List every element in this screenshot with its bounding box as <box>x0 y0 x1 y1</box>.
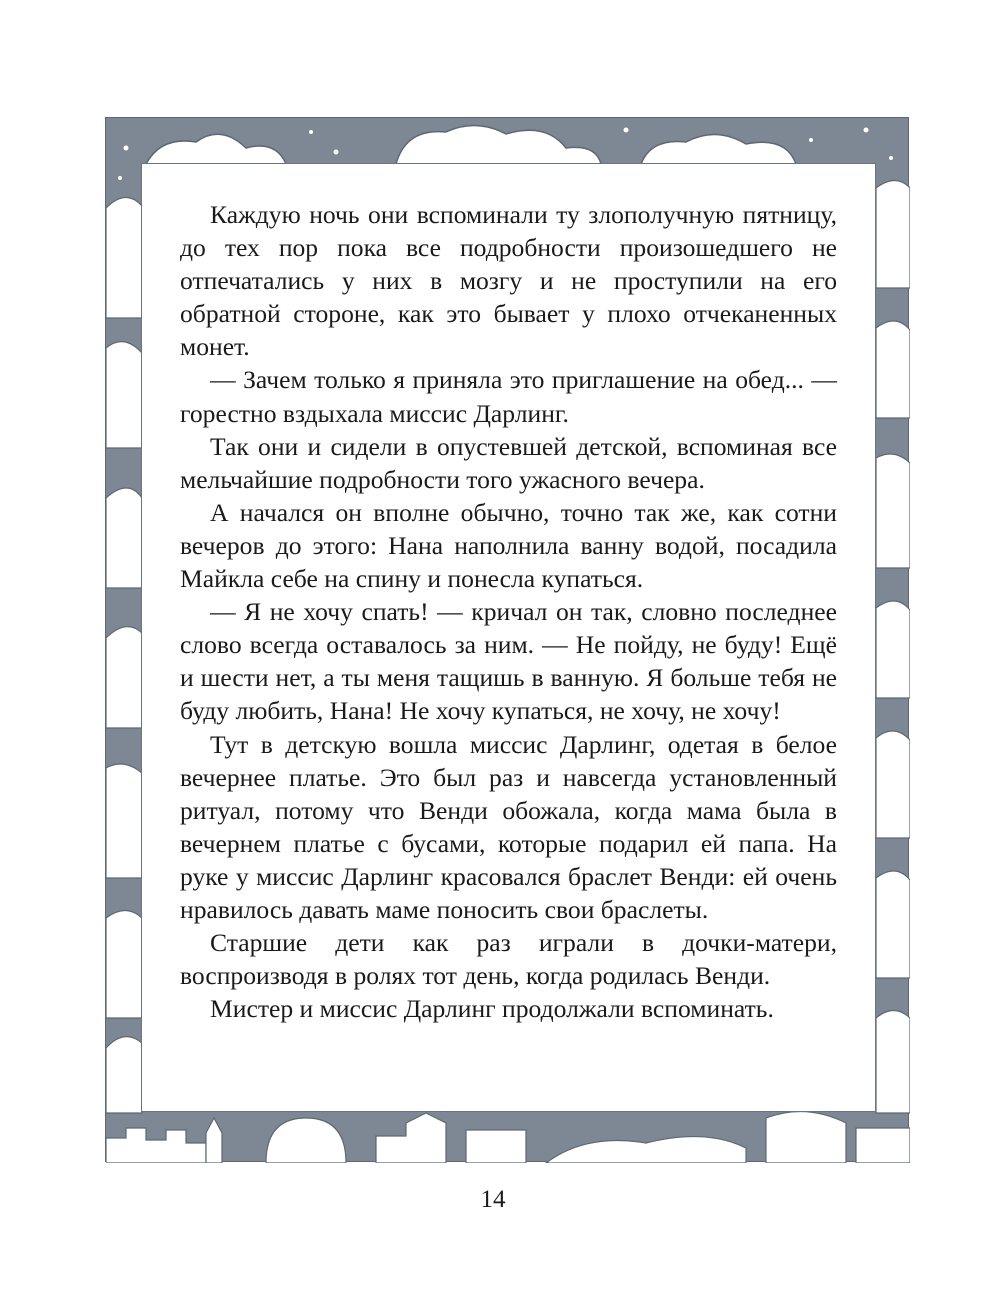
paragraph-7: Старшие дети как раз играли в дочки-матери, воспроизводя в ролях тот день, когда родилась Венди. <box>180 928 837 991</box>
page-number: 14 <box>480 1186 506 1213</box>
paragraph-2: — Зачем только я приняла это приглашение на обед... — горестно вздыхала миссис Дарлинг. <box>180 365 837 428</box>
text-panel <box>141 163 876 1112</box>
paragraph-8: Мистер и миссис Дарлинг продолжали вспоминать. <box>210 994 774 1024</box>
paragraph-1: Каждую ночь они вспоминали ту злополучную пятницу, до тех пор пока все подробности произошедшего не отпечатались у них в мозгу и не проступили на его обратной стороне, как это бывает у плохо отчеканенных монет. <box>180 200 837 362</box>
paragraph-6: Тут в детскую вошла миссис Дарлинг, одетая в белое вечернее платье. Это был раз и навсегда установленный ритуал, потому что Венди обожала, когда мама была в вечернем платье с бусами, которые подарил ей папа. На руке у миссис Дарлинг красовался браслет Венди: ей очень нравилось давать маме поносить свои браслеты. <box>180 729 837 924</box>
paragraph-3: Так они и сидели в опустевшей детской, вспоминая все мельчайшие подробности того ужасного вечера. <box>180 431 837 494</box>
paragraph-4: А начался он вполне обычно, точно так же, как сотни вечеров до этого: Нана наполнила ванну водой, посадила Майкла себе на спину и понесла купаться. <box>180 497 837 594</box>
paragraph-5: — Я не хочу спать! — кричал он так, словно последнее слово всегда оставалось за ним. — Не пойду, не буду! Ещё и шести нет, а ты меня тащишь в ванную. Я больше тебя не буду любить, Нана! Не хочу купаться, не хочу, не хочу! <box>180 597 837 726</box>
